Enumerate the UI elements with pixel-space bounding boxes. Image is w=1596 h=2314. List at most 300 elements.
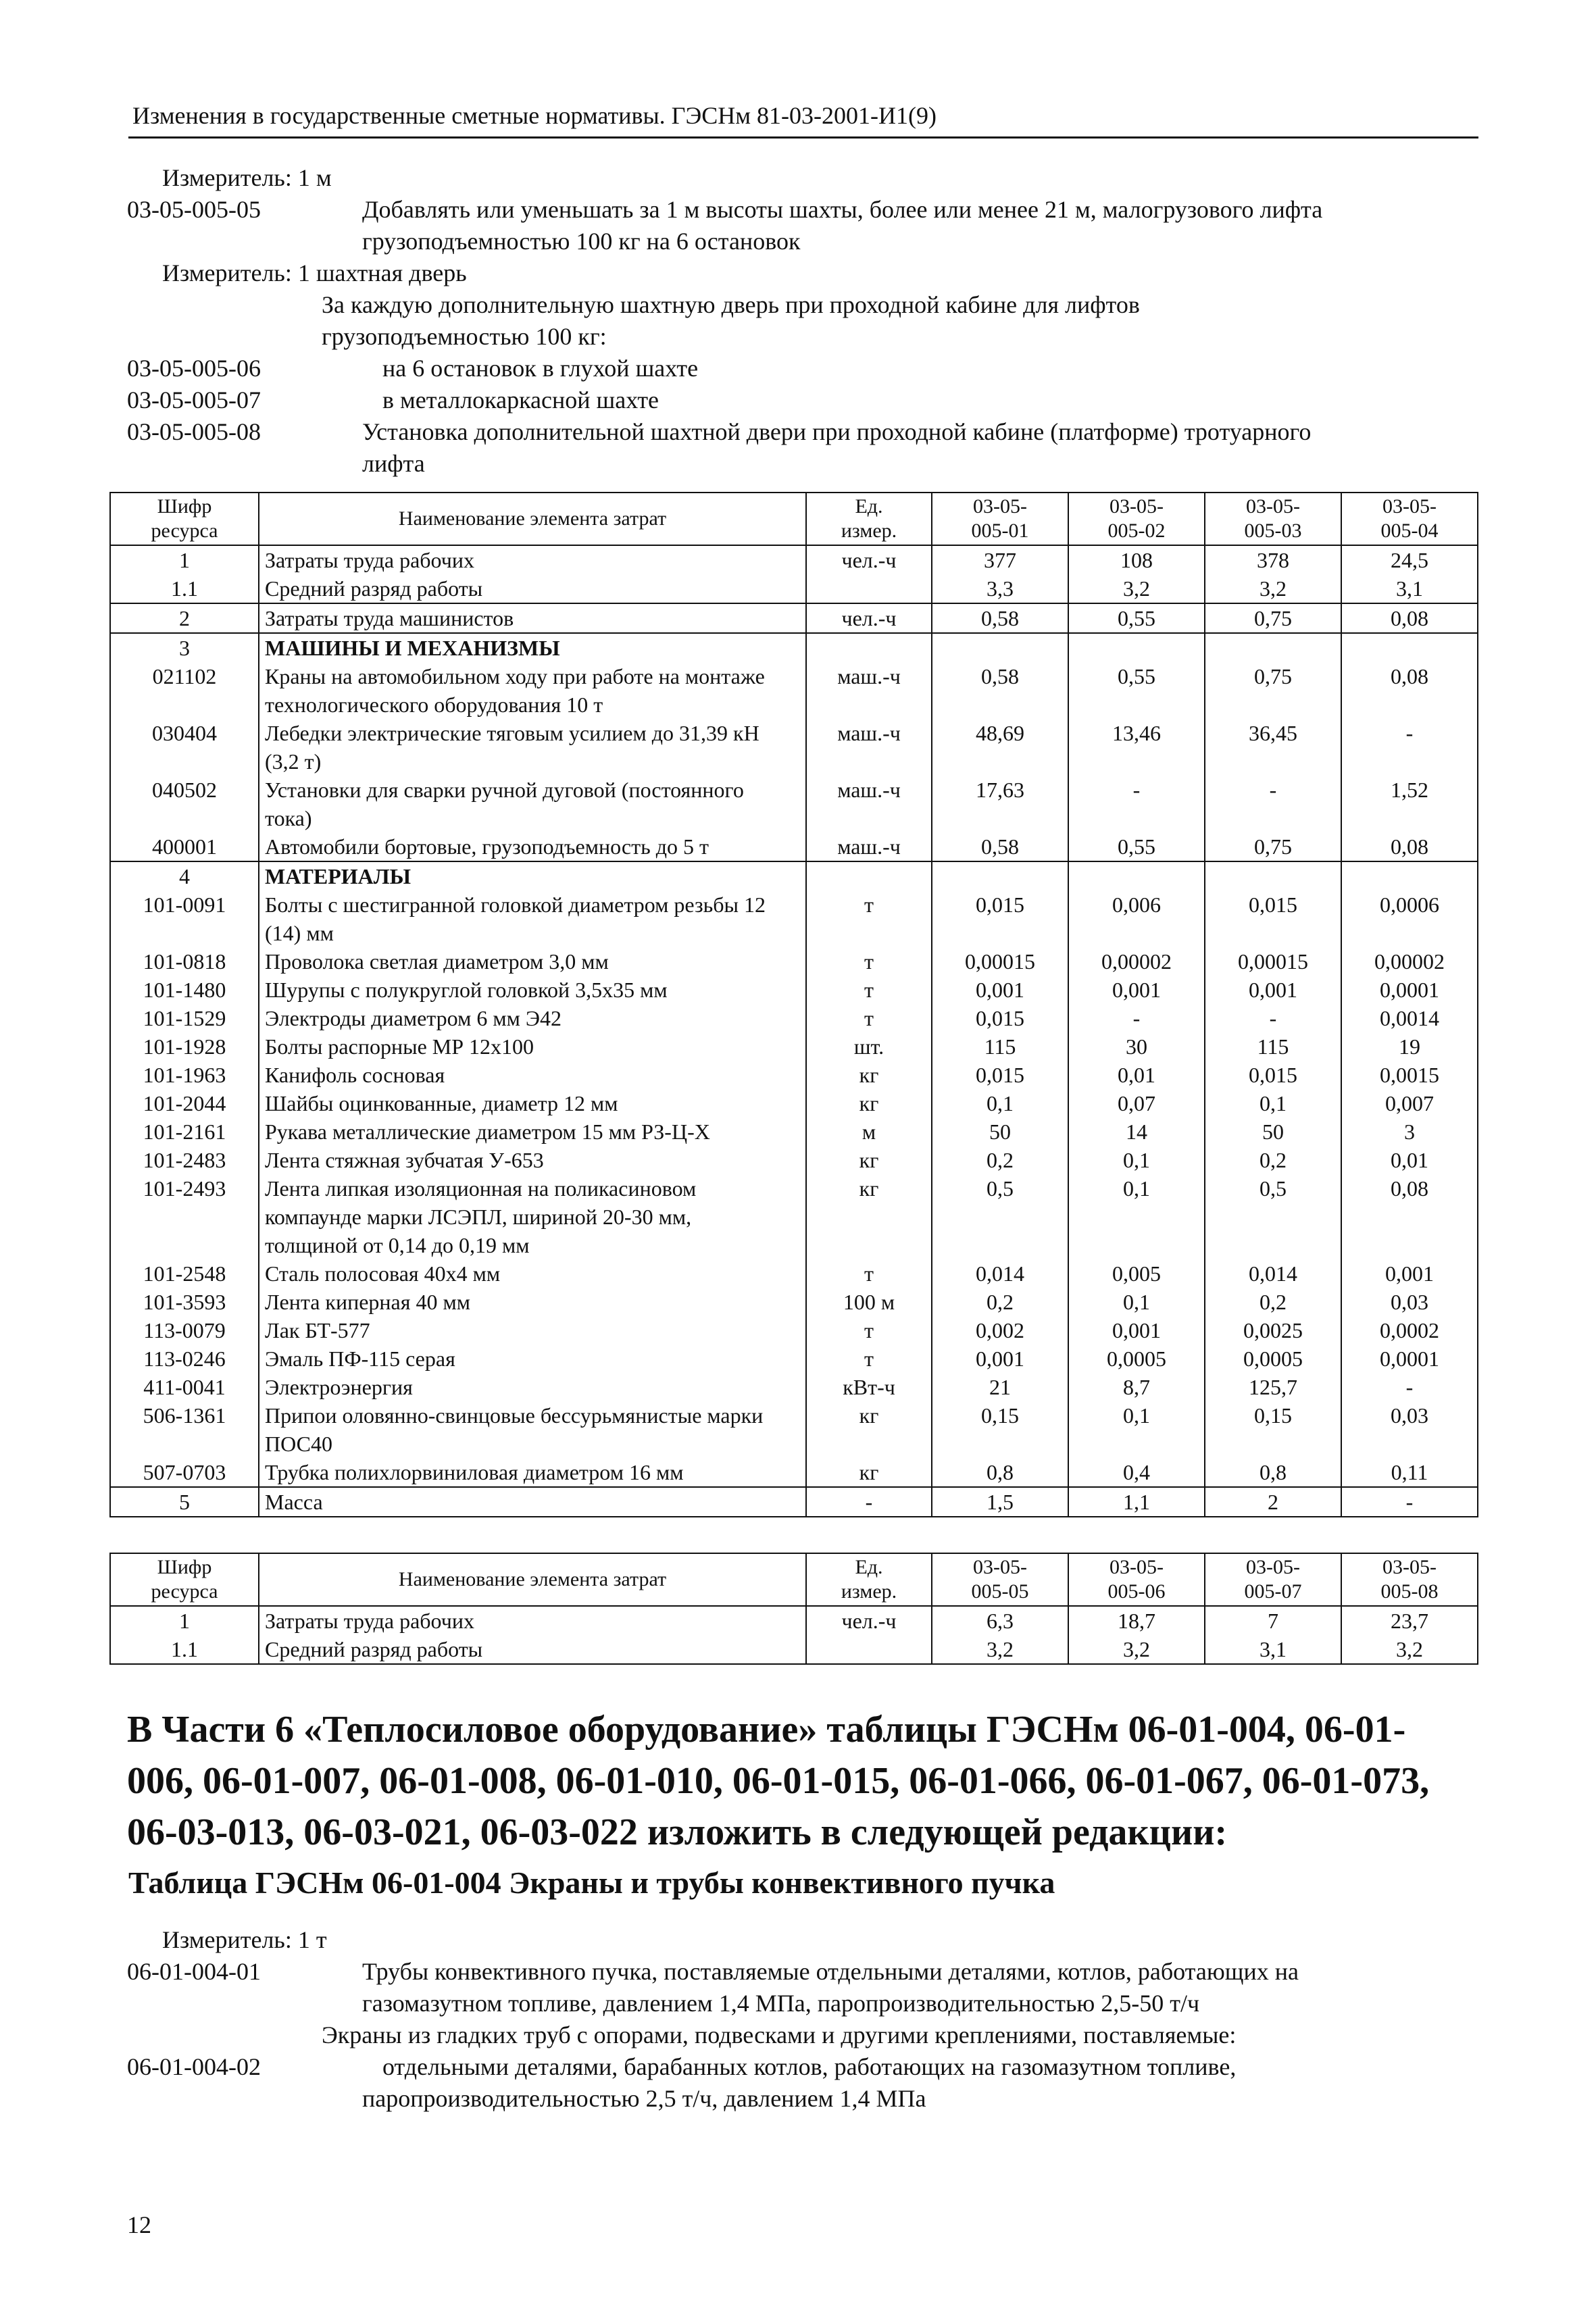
cell-line: ресурса [151, 520, 218, 542]
table-row [110, 1259, 1478, 1288]
norm-value: 0,55 [1068, 662, 1205, 719]
cell-line: Трубка полихлорвиниловая диаметром 16 мм [265, 1460, 684, 1484]
resource-name [259, 1373, 806, 1401]
resource-code: 1 [110, 545, 259, 574]
cell-line: тока) [265, 806, 312, 830]
resource-name [259, 1174, 806, 1259]
resource-code: 101-1928 [110, 1032, 259, 1061]
resource-unit [806, 633, 932, 662]
resource-unit: т [806, 1259, 932, 1288]
resource-code: 101-2548 [110, 1259, 259, 1288]
page-number: 12 [127, 2211, 151, 2238]
line-text: Трубы конвективного пучка, поставляемые отдельными деталями, котлов, работающих на [362, 1958, 1299, 1985]
norm-value: 0,015 [1205, 1061, 1341, 1089]
resource-name [259, 1146, 806, 1174]
resource-code: 030404 [110, 719, 259, 776]
intro-block [127, 162, 1472, 480]
cell-line: Канифоль сосновая [265, 1063, 445, 1087]
table-row [110, 1401, 1478, 1458]
table-row [110, 1004, 1478, 1032]
norm-value: 3,2 [1205, 574, 1341, 603]
table-row [110, 1344, 1478, 1373]
resource-code: 101-1529 [110, 1004, 259, 1032]
code-label: 06-01-004-02 [127, 2053, 261, 2080]
resource-code: 101-3593 [110, 1288, 259, 1316]
resource-unit: 100 м [806, 1288, 932, 1316]
resource-unit: кг [806, 1458, 932, 1487]
cell-line: Краны на автомобильном ходу при работе на монтаже [265, 664, 765, 688]
cell-line: Припои оловянно-свинцовые бессурьмянистые марки [265, 1403, 764, 1428]
line-text: Экраны из гладких труб с опорами, подвесками и другими креплениями, поставляемые: [322, 2021, 1237, 2048]
header-code [110, 1553, 259, 1606]
resource-code: 101-1963 [110, 1061, 259, 1089]
cell-line: 005-02 [1107, 520, 1166, 542]
norm-value: 108 [1068, 545, 1205, 574]
resource-unit: т [806, 976, 932, 1004]
norm-value: - [1341, 1373, 1478, 1401]
norm-value: 3,1 [1205, 1635, 1341, 1664]
header-norm-code [1068, 493, 1205, 545]
cell-line: Сталь полосовая 40х4 мм [265, 1261, 501, 1286]
norm-value: 19 [1341, 1032, 1478, 1061]
cell-line: Шайбы оцинкованные, диаметр 12 мм [265, 1091, 618, 1115]
text-line [127, 257, 1472, 289]
cell-line: 03-05- [1109, 495, 1164, 518]
resource-code: 040502 [110, 776, 259, 832]
norm-value: 18,7 [1068, 1606, 1205, 1635]
text-line [127, 1956, 1472, 1988]
cell-line: 03-05- [973, 1556, 1027, 1578]
resource-code: 101-0818 [110, 947, 259, 976]
norm-value: 0,58 [932, 662, 1068, 719]
resource-unit: маш.-ч [806, 776, 932, 832]
cell-line: Лебедки электрические тяговым усилием до 31,39 кН [265, 721, 759, 745]
norm-value: 0,001 [1205, 976, 1341, 1004]
text-line [127, 1924, 1472, 1956]
table-row [110, 719, 1478, 776]
text-line [127, 2019, 1472, 2051]
cell-line: МАТЕРИАЛЫ [265, 864, 411, 888]
cell-line: Шифр [157, 1556, 212, 1578]
resource-unit: кВт-ч [806, 1373, 932, 1401]
norm-value: 0,001 [1068, 1316, 1205, 1344]
resource-code: 411-0041 [110, 1373, 259, 1401]
norm-value: 0,1 [1068, 1146, 1205, 1174]
resource-code: 101-2161 [110, 1117, 259, 1146]
cell-line: 005-03 [1244, 520, 1302, 542]
norm-value: 0,1 [1068, 1174, 1205, 1259]
norm-value: 0,001 [932, 976, 1068, 1004]
resource-unit: м [806, 1117, 932, 1146]
cell-line: Средний разряд работы [265, 576, 483, 601]
cell-line: 005-05 [971, 1580, 1029, 1603]
norm-value: 0,00002 [1341, 947, 1478, 976]
norm-value: 377 [932, 545, 1068, 574]
norm-value [1341, 861, 1478, 890]
resource-code: 113-0079 [110, 1316, 259, 1344]
resource-unit: кг [806, 1089, 932, 1117]
resource-unit: т [806, 1344, 932, 1373]
table-row [110, 1032, 1478, 1061]
line-text: За каждую дополнительную шахтную дверь при проходной кабине для лифтов [322, 291, 1140, 318]
resource-name [259, 1259, 806, 1288]
cell-line: 005-08 [1380, 1580, 1439, 1603]
resource-unit: кг [806, 1061, 932, 1089]
line-text: на 6 остановок в глухой шахте [382, 355, 699, 382]
resource-unit: шт. [806, 1032, 932, 1061]
resource-name [259, 832, 806, 861]
cell-line: 03-05- [1109, 1556, 1164, 1578]
table-row [110, 1117, 1478, 1146]
resource-code: 2 [110, 603, 259, 633]
resource-name [259, 1606, 806, 1635]
cell-line: технологического оборудования 10 т [265, 693, 603, 717]
cell-line: ПОС40 [265, 1432, 332, 1456]
resource-unit: чел.-ч [806, 603, 932, 633]
norm-value: 0,1 [932, 1089, 1068, 1117]
norm-value: 0,75 [1205, 832, 1341, 861]
resource-name [259, 1004, 806, 1032]
norm-value: 0,55 [1068, 603, 1205, 633]
resource-name [259, 1061, 806, 1089]
norm-value: 0,001 [932, 1344, 1068, 1373]
norm-value: 0,001 [1341, 1259, 1478, 1288]
cell-line: Электроды диаметром 6 мм Э42 [265, 1006, 562, 1030]
cell-line: Электроэнергия [265, 1375, 413, 1399]
norm-value: 0,0001 [1341, 1344, 1478, 1373]
cell-line: Эмаль ПФ-115 серая [265, 1347, 455, 1371]
resource-unit: т [806, 1316, 932, 1344]
code-label: 03-05-005-05 [127, 196, 261, 223]
norm-value: 0,15 [1205, 1401, 1341, 1458]
resource-code: 101-0091 [110, 890, 259, 947]
norm-value: 1,5 [932, 1487, 1068, 1517]
norm-value: 21 [932, 1373, 1068, 1401]
norm-value: 0,58 [932, 832, 1068, 861]
norm-value: 0,005 [1068, 1259, 1205, 1288]
norm-value: 48,69 [932, 719, 1068, 776]
table-row [110, 1635, 1478, 1664]
norm-value: 0,2 [932, 1146, 1068, 1174]
text-line [127, 353, 1472, 384]
header-norm-code [1341, 1553, 1478, 1606]
cell-line: 03-05- [973, 495, 1027, 518]
norm-value: 0,2 [932, 1288, 1068, 1316]
resource-unit: чел.-ч [806, 545, 932, 574]
norm-value: 0,08 [1341, 603, 1478, 633]
norm-value: 3,3 [932, 574, 1068, 603]
resource-name [259, 976, 806, 1004]
norm-value: 0,01 [1068, 1061, 1205, 1089]
code-label: 06-01-004-01 [127, 1958, 261, 1985]
cell-line: МАШИНЫ И МЕХАНИЗМЫ [265, 636, 560, 660]
resource-unit: т [806, 890, 932, 947]
header-name: Наименование элемента затрат [259, 1553, 806, 1606]
cell-line: Масса [265, 1490, 323, 1514]
norm-value: 0,015 [932, 1004, 1068, 1032]
table-row [110, 1606, 1478, 1635]
text-line [127, 416, 1472, 448]
norm-value: 0,0002 [1341, 1316, 1478, 1344]
resource-code: 3 [110, 633, 259, 662]
table-row [110, 574, 1478, 603]
line-text: Измеритель: 1 шахтная дверь [162, 259, 467, 286]
norm-value: 0,007 [1341, 1089, 1478, 1117]
resource-code: 506-1361 [110, 1401, 259, 1458]
resource-code: 4 [110, 861, 259, 890]
norm-value: 378 [1205, 545, 1341, 574]
norm-value: 0,11 [1341, 1458, 1478, 1487]
norm-value [1068, 633, 1205, 662]
norm-value: 7 [1205, 1606, 1341, 1635]
code-label: 03-05-005-06 [127, 355, 261, 382]
resource-table-1 [109, 492, 1478, 1517]
resource-code: 1 [110, 1606, 259, 1635]
norm-value: 0,00015 [932, 947, 1068, 976]
cell-line: Шурупы с полукруглой головкой 3,5х35 мм [265, 978, 668, 1002]
norm-value: 0,55 [1068, 832, 1205, 861]
table-row [110, 1373, 1478, 1401]
text-line [127, 289, 1472, 321]
resource-name [259, 545, 806, 574]
table-row [110, 1174, 1478, 1259]
resource-unit: чел.-ч [806, 1606, 932, 1635]
resource-code: 113-0246 [110, 1344, 259, 1373]
norm-value: 6,3 [932, 1606, 1068, 1635]
norm-value: 0,00002 [1068, 947, 1205, 976]
cell-line: Болты с шестигранной головкой диаметром резьбы 12 [265, 892, 766, 917]
resource-name [259, 1487, 806, 1517]
norm-value: 0,75 [1205, 662, 1341, 719]
table-row [110, 832, 1478, 861]
line-text: паропроизводительностью 2,5 т/ч, давлением 1,4 МПа [362, 2085, 926, 2112]
norm-value: 0,03 [1341, 1401, 1478, 1458]
norm-value: 3,2 [1068, 574, 1205, 603]
resource-table-2 [109, 1553, 1478, 1665]
resource-name [259, 1288, 806, 1316]
resource-name [259, 719, 806, 776]
norm-value: 0,8 [1205, 1458, 1341, 1487]
cell-line: Лента киперная 40 мм [265, 1290, 470, 1314]
norm-value: 115 [1205, 1032, 1341, 1061]
header-unit [806, 1553, 932, 1606]
norm-value: - [1341, 719, 1478, 776]
norm-value: 0,4 [1068, 1458, 1205, 1487]
norm-value: 0,08 [1341, 1174, 1478, 1259]
resource-name [259, 1032, 806, 1061]
norm-value: 0,002 [932, 1316, 1068, 1344]
section-heading: В Части 6 «Теплосиловое оборудование» таблицы ГЭСНм 06-01-004, 06-01-006, 06-01-007, 06-01-008, 06-01-010, 06-01-015, 06-01-066, 06-01-067, 06-01-073, 06-03-013, 06-03-021, 06-03-022 изложить в следующей редакции: [127, 1709, 1430, 1853]
resource-unit [806, 861, 932, 890]
norm-value: 17,63 [932, 776, 1068, 832]
header-norm-code [932, 493, 1068, 545]
cell-line: 03-05- [1382, 1556, 1437, 1578]
table-row [110, 603, 1478, 633]
norm-value: 24,5 [1341, 545, 1478, 574]
norm-value: 2 [1205, 1487, 1341, 1517]
cell-line: (14) мм [265, 921, 334, 945]
norm-value: 50 [932, 1117, 1068, 1146]
resource-name [259, 1401, 806, 1458]
resource-name [259, 1117, 806, 1146]
norm-value: 0,0015 [1341, 1061, 1478, 1089]
resource-code: 400001 [110, 832, 259, 861]
cell-line: ресурса [151, 1580, 218, 1603]
resource-code: 1.1 [110, 1635, 259, 1664]
cell-line: (3,2 т) [265, 749, 322, 774]
text-line [127, 384, 1472, 416]
norm-value: 0,03 [1341, 1288, 1478, 1316]
resource-name [259, 861, 806, 890]
cell-line: Лак БТ-577 [265, 1318, 370, 1342]
cell-line: Ед. [855, 1556, 883, 1578]
resource-name [259, 574, 806, 603]
resource-unit: кг [806, 1174, 932, 1259]
table-row [110, 890, 1478, 947]
norm-value: 13,46 [1068, 719, 1205, 776]
norm-value: 0,1 [1068, 1401, 1205, 1458]
cell-line: 005-01 [971, 520, 1029, 542]
cell-line: Автомобили бортовые, грузоподъемность до 5 т [265, 834, 709, 859]
header-norm-code [1205, 493, 1341, 545]
resource-code: 5 [110, 1487, 259, 1517]
text-line [127, 1988, 1472, 2019]
norm-value: 0,58 [932, 603, 1068, 633]
norm-value [932, 861, 1068, 890]
running-header: Изменения в государственные сметные нормативы. ГЭСНм 81-03-2001-И1(9) [132, 102, 937, 129]
header-norm-code [1205, 1553, 1341, 1606]
norm-value: 0,0005 [1205, 1344, 1341, 1373]
resource-code: 021102 [110, 662, 259, 719]
table-row [110, 1061, 1478, 1089]
cell-line: 005-04 [1380, 520, 1439, 542]
norm-value [932, 633, 1068, 662]
header-norm-code [1068, 1553, 1205, 1606]
header-name: Наименование элемента затрат [259, 493, 806, 545]
table-row [110, 662, 1478, 719]
norm-value: 0,0006 [1341, 890, 1478, 947]
header-unit [806, 493, 932, 545]
norm-value: 30 [1068, 1032, 1205, 1061]
header-norm-code [932, 1553, 1068, 1606]
cell-line: Шифр [157, 495, 212, 518]
cell-line: измер. [841, 520, 897, 542]
code-label: 03-05-005-07 [127, 386, 261, 413]
norm-value: 0,1 [1205, 1089, 1341, 1117]
norm-value: 50 [1205, 1117, 1341, 1146]
cell-line: Лента стяжная зубчатая У-653 [265, 1148, 544, 1172]
norm-value: 0,014 [932, 1259, 1068, 1288]
norm-value: 0,15 [932, 1401, 1068, 1458]
norm-value: 0,015 [932, 1061, 1068, 1089]
cell-line: Болты распорные МР 12х100 [265, 1034, 534, 1059]
norm-value: 0,001 [1068, 976, 1205, 1004]
norm-value: 3,1 [1341, 574, 1478, 603]
norm-value: 0,1 [1068, 1288, 1205, 1316]
table-row [110, 1458, 1478, 1487]
norm-value: 3,2 [1341, 1635, 1478, 1664]
resource-unit: т [806, 947, 932, 976]
resource-unit: маш.-ч [806, 719, 932, 776]
norm-value: 8,7 [1068, 1373, 1205, 1401]
norm-value: 0,08 [1341, 832, 1478, 861]
resource-unit: кг [806, 1401, 932, 1458]
norm-value: 23,7 [1341, 1606, 1478, 1635]
norm-value: - [1068, 776, 1205, 832]
resource-unit: маш.-ч [806, 662, 932, 719]
resource-name [259, 662, 806, 719]
norm-value: 0,8 [932, 1458, 1068, 1487]
norm-value: 0,0025 [1205, 1316, 1341, 1344]
header-rule [128, 136, 1478, 139]
cell-line: 005-07 [1244, 1580, 1302, 1603]
table-header-row [110, 493, 1478, 545]
norm-value [1068, 861, 1205, 890]
norm-value [1205, 633, 1341, 662]
norm-value: 0,75 [1205, 603, 1341, 633]
norm-value: 0,2 [1205, 1288, 1341, 1316]
resource-name [259, 1089, 806, 1117]
resource-code: 507-0703 [110, 1458, 259, 1487]
resource-code: 101-2493 [110, 1174, 259, 1259]
norm-value: 125,7 [1205, 1373, 1341, 1401]
norm-value: - [1205, 1004, 1341, 1032]
norm-value: 0,0014 [1341, 1004, 1478, 1032]
cell-line: 03-05- [1382, 495, 1437, 518]
norm-value: 115 [932, 1032, 1068, 1061]
norm-value: 3,2 [932, 1635, 1068, 1664]
resource-name [259, 776, 806, 832]
norm-value: 0,07 [1068, 1089, 1205, 1117]
cell-line: 005-06 [1107, 1580, 1166, 1603]
table-header-row [110, 1553, 1478, 1606]
resource-name [259, 947, 806, 976]
norm-value: 36,45 [1205, 719, 1341, 776]
norm-value: - [1068, 1004, 1205, 1032]
cell-line: Лента липкая изоляционная на поликасиновом [265, 1176, 697, 1201]
norm-value [1341, 633, 1478, 662]
code-label: 03-05-005-08 [127, 418, 261, 445]
norm-value: 0,00015 [1205, 947, 1341, 976]
resource-name [259, 890, 806, 947]
line-text: Установка дополнительной шахтной двери при проходной кабине (платформе) тротуарного [362, 418, 1312, 445]
cell-line: 03-05- [1246, 495, 1300, 518]
norm-value: 0,5 [1205, 1174, 1341, 1259]
table-row [110, 776, 1478, 832]
table-row [110, 1487, 1478, 1517]
norm-value: 0,2 [1205, 1146, 1341, 1174]
line-text: грузоподъемностью 100 кг на 6 остановок [362, 228, 801, 255]
text-line [127, 226, 1472, 257]
norm-value: 3 [1341, 1117, 1478, 1146]
resource-code: 101-1480 [110, 976, 259, 1004]
table-row [110, 976, 1478, 1004]
cell-line: Затраты труда рабочих [265, 1609, 474, 1633]
resource-name [259, 1344, 806, 1373]
cell-line: Рукава металлические диаметром 15 мм РЗ-Ц-Х [265, 1120, 710, 1144]
resource-unit [806, 1635, 932, 1664]
resource-code: 1.1 [110, 574, 259, 603]
line-text: Измеритель: 1 т [162, 1926, 327, 1953]
resource-code: 101-2044 [110, 1089, 259, 1117]
cell-line: компаунде марки ЛСЭПЛ, шириной 20-30 мм, [265, 1205, 692, 1229]
norm-value: 0,5 [932, 1174, 1068, 1259]
resource-unit [806, 574, 932, 603]
table-row [110, 633, 1478, 662]
resource-name [259, 1635, 806, 1664]
line-text: отдельными деталями, барабанных котлов, работающих на газомазутном топливе, [382, 2053, 1237, 2080]
resource-unit: маш.-ч [806, 832, 932, 861]
